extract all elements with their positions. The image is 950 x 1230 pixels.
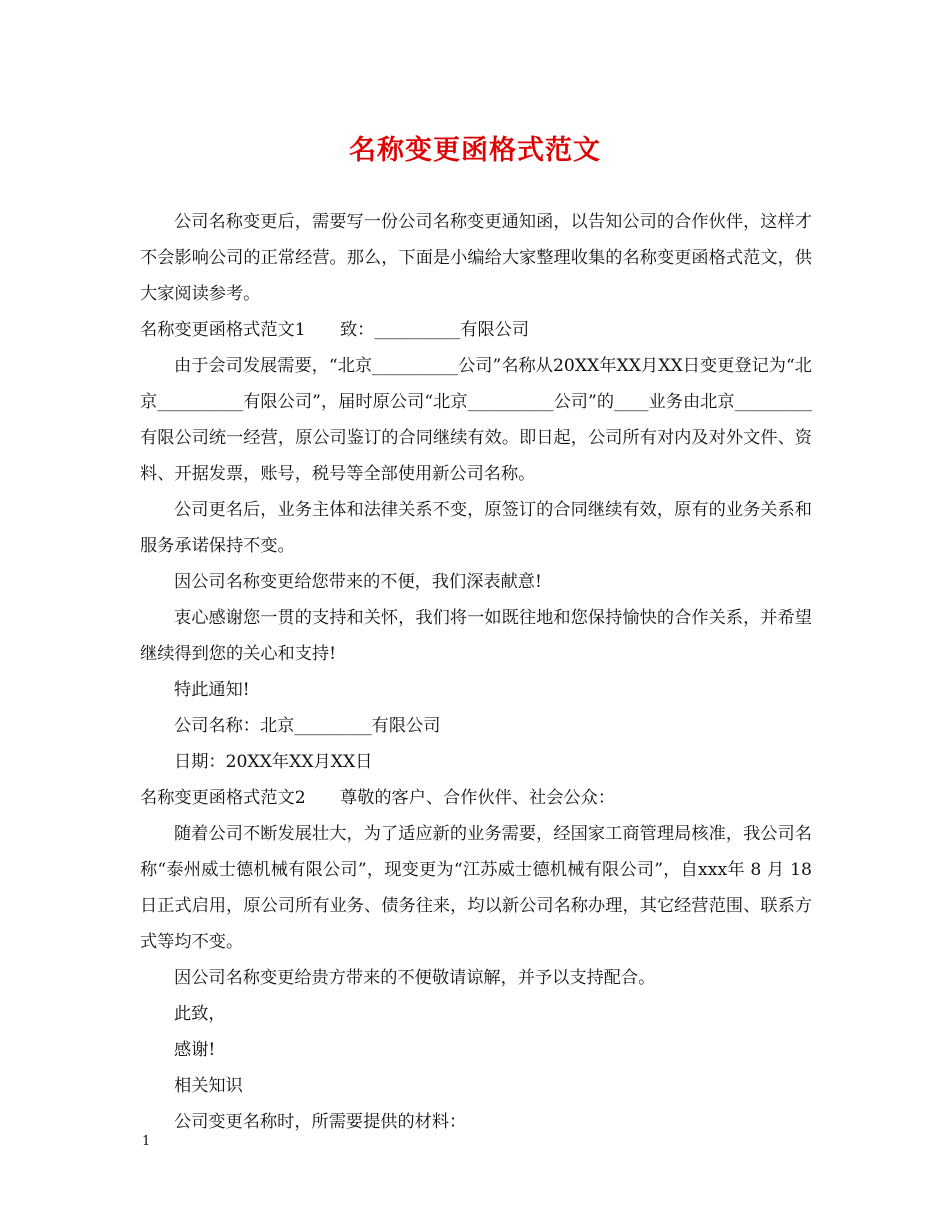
sample-1-date: 日期：20XX年XX月XX日	[174, 752, 373, 772]
related-knowledge-heading: 相关知识	[174, 1076, 243, 1096]
sample-1-notice: 特此通知!	[174, 680, 250, 700]
sample-1-paragraph-3: 因公司名称变更给您带来的不便，我们深表献意!	[174, 572, 542, 592]
sample-2-paragraph-1: 随着公司不断发展壮大，为了适应新的业务需要，经国家工商管理局核准，我公司名称“泰州威士德机械有限公司”，现变更为“江苏威士德机械有限公司”，自xxx年 8 月 18 日正式启用，原公司所有业务、债务往来，均以新公司名称办理，其它经营范围、联系方式等均不变。	[140, 824, 812, 952]
intro-paragraph: 公司名称变更后，需要写一份公司名称变更通知函，以告知公司的合作伙伴，这样才不会影响公司的正常经营。那么，下面是小编给大家整理收集的名称变更函格式范文，供大家阅读参考。	[140, 212, 812, 304]
page-number: 1	[142, 1134, 151, 1149]
sample-1-paragraph-2: 公司更名后，业务主体和法律关系不变，原签订的合同继续有效，原有的业务关系和服务承诺保持不变。	[140, 500, 812, 556]
sample-2-heading: 名称变更函格式范文2 尊敬的客户、合作伙伴、社会公众：	[140, 788, 616, 808]
sample-2-closing: 此致，	[174, 1004, 226, 1024]
sample-2-thanks: 感谢!	[174, 1040, 216, 1060]
document-body	[140, 204, 812, 1140]
sample-1-company-name: 公司名称：北京_________有限公司	[174, 716, 441, 736]
materials-intro: 公司变更名称时，所需要提供的材料：	[174, 1112, 467, 1132]
sample-1-heading: 名称变更函格式范文1 致：__________有限公司	[140, 320, 530, 340]
document-title: 名称变更函格式范文	[349, 135, 601, 166]
sample-2-paragraph-2: 因公司名称变更给贵方带来的不便敬请谅解，并予以支持配合。	[174, 968, 656, 988]
sample-1-paragraph-4: 衷心感谢您一贯的支持和关怀，我们将一如既往地和您保持愉快的合作关系，并希望继续得到您的关心和支持!	[140, 608, 812, 664]
sample-1-paragraph-1: 由于会司发展需要，“北京__________公司”名称从20XX年XX月XX日变更登记为“北京__________有限公司”，届时原公司“北京__________公司”的____业务由北京_________有限公司统一经营，原公司鉴订的合同继续有效。即日起，公司所有对内及对外文件、资料、开据发票，账号，税号等全部使用新公司名称。	[140, 356, 812, 484]
